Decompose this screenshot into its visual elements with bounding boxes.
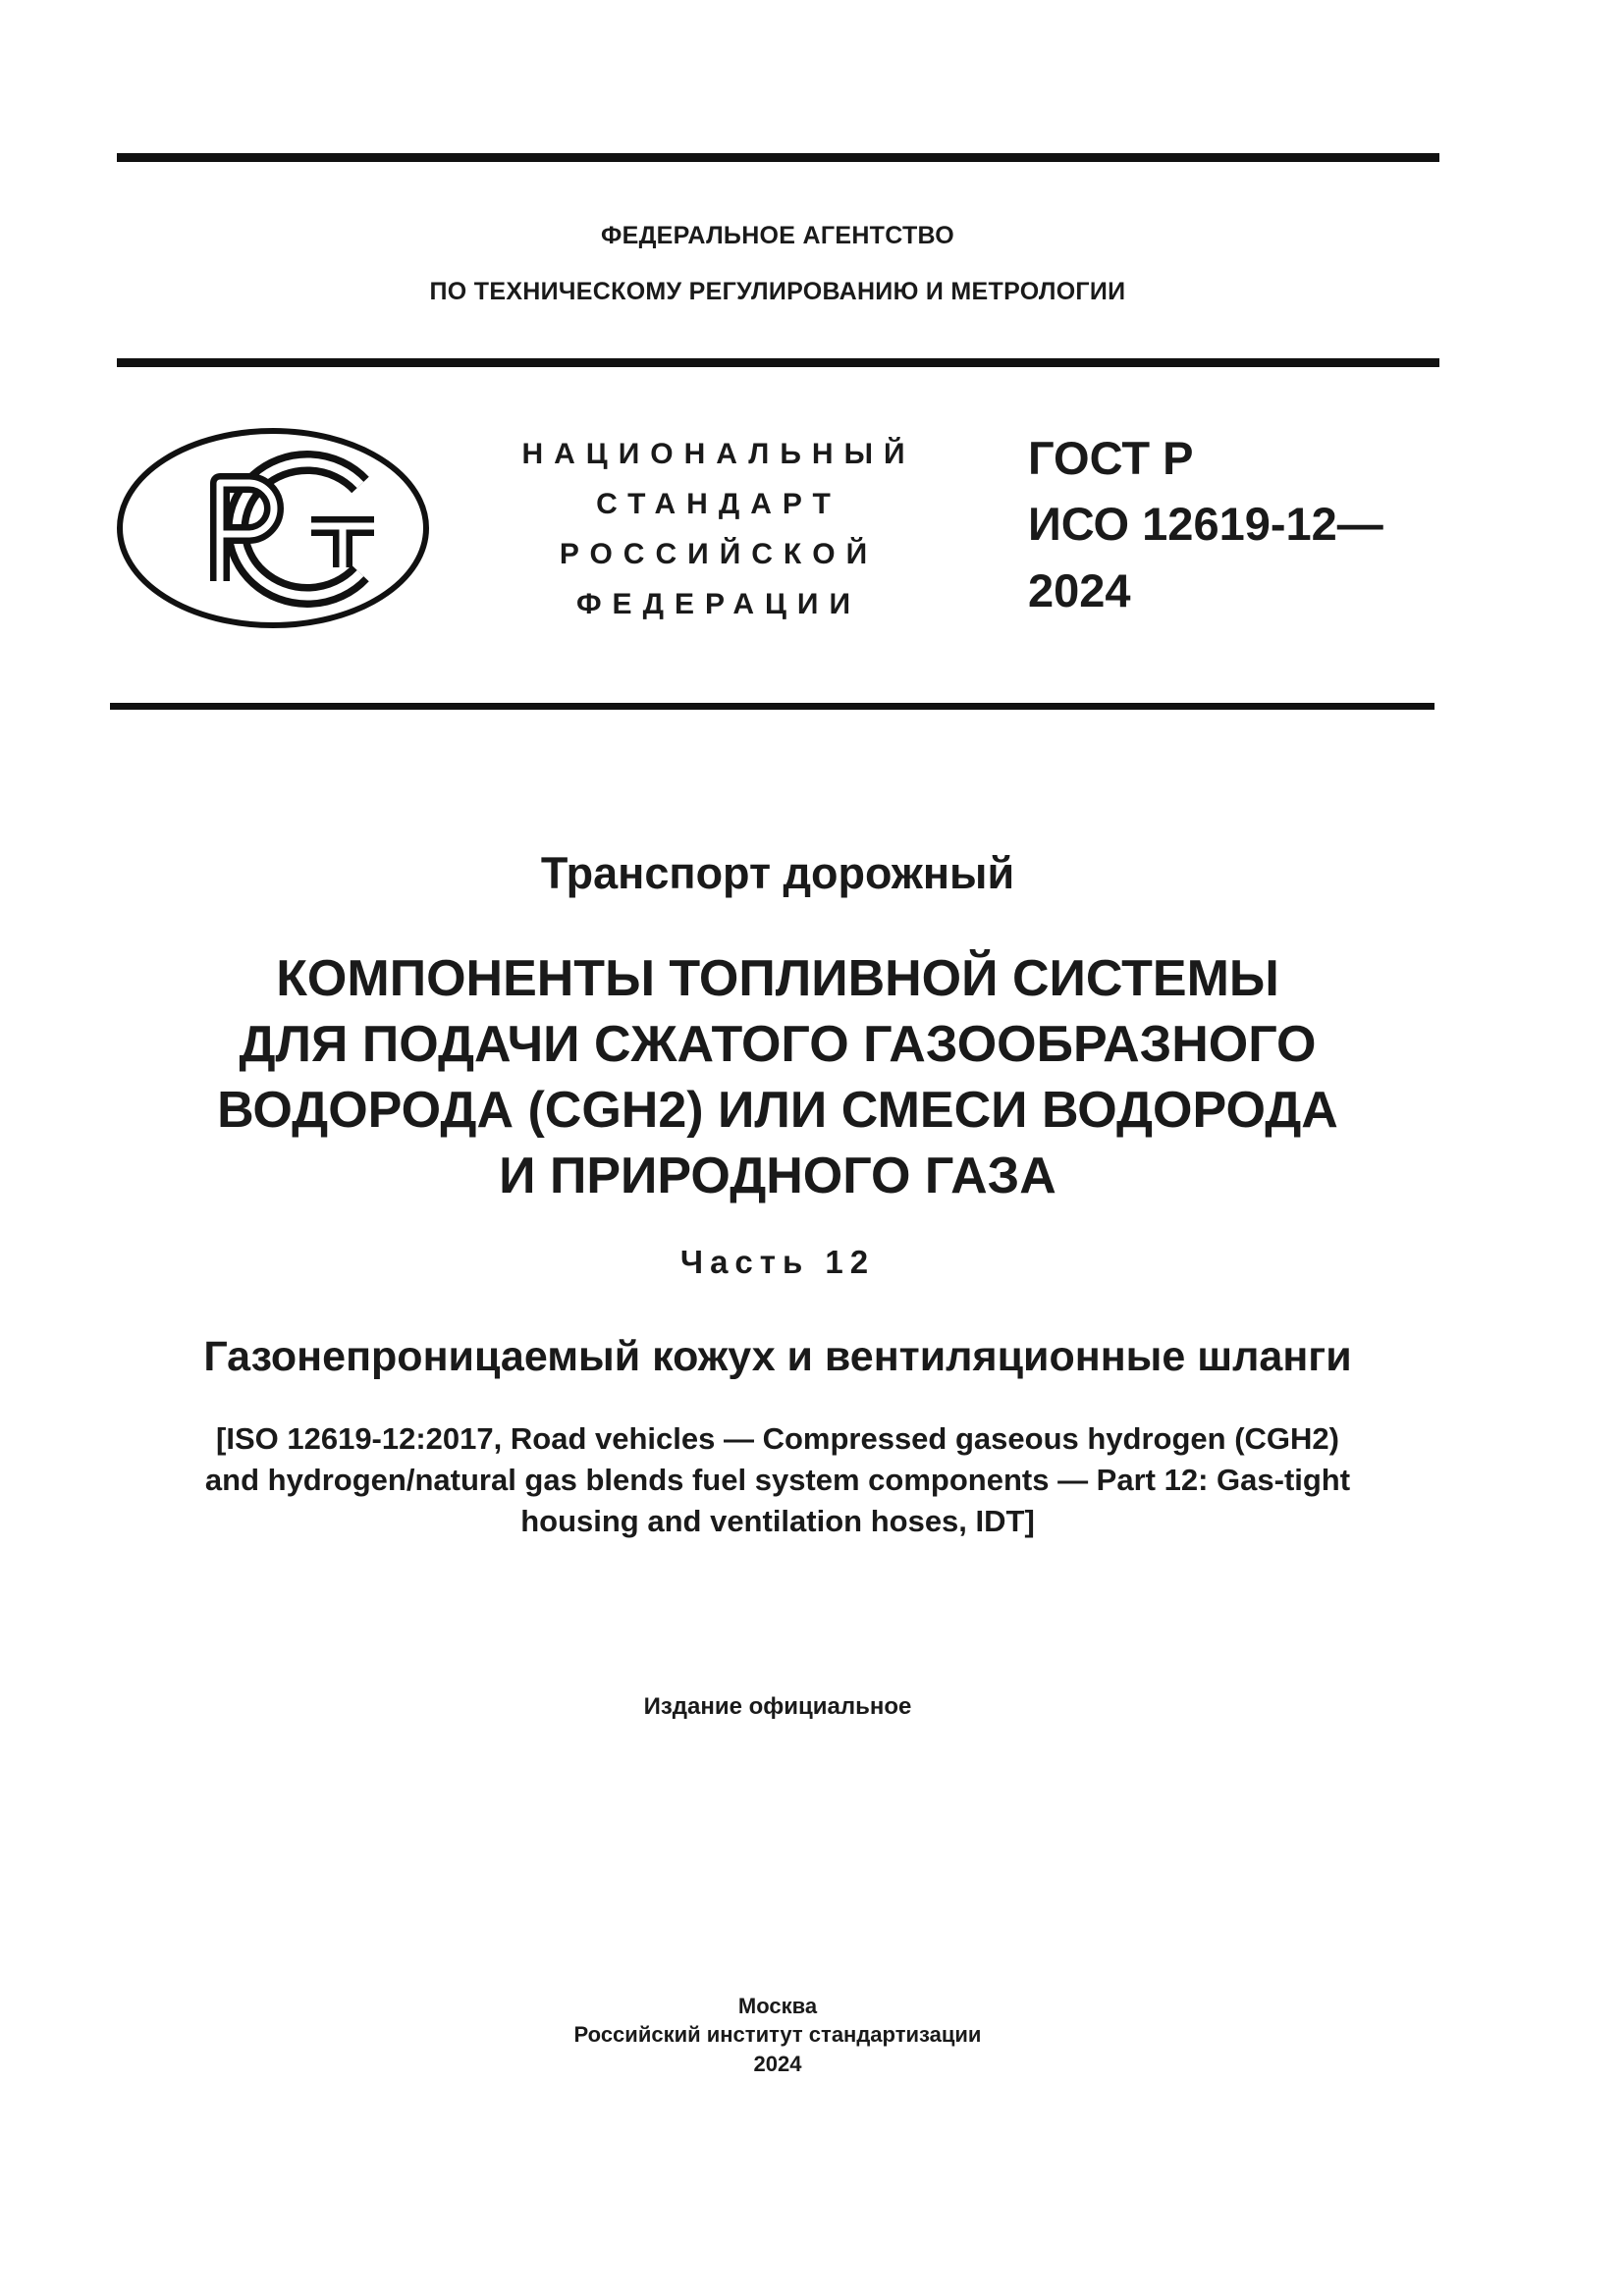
top-rule <box>117 153 1439 162</box>
publisher-institute: Российский институт стандартизации <box>573 2022 982 2047</box>
designation-line1: ГОСТ Р <box>1028 432 1194 484</box>
header-rule <box>117 358 1439 367</box>
designation-year: 2024 <box>1028 564 1131 616</box>
iso-reference-line1: [ISO 12619-12:2017, Road vehicles — Compressed gaseous hydrogen (CGH2) <box>216 1421 1339 1456</box>
edition-note: Издание официальное <box>643 1693 912 1720</box>
publication-year: 2024 <box>753 2052 802 2076</box>
agency-name-line2: ПО ТЕХНИЧЕСКОМУ РЕГУЛИРОВАНИЮ И МЕТРОЛОГИИ <box>429 278 1126 305</box>
iso-reference-line3: housing and ventilation hoses, IDT] <box>520 1504 1035 1538</box>
document-subject: Транспорт дорожный <box>540 848 1015 898</box>
national-standard-line4: ФЕДЕРАЦИИ <box>575 588 862 620</box>
national-standard-line2: СТАНДАРТ <box>596 488 841 520</box>
title-line1: КОМПОНЕНТЫ ТОПЛИВНОЙ СИСТЕМЫ <box>276 950 1279 1007</box>
title-line3: ВОДОРОДА (CGH2) ИЛИ СМЕСИ ВОДОРОДА <box>217 1082 1338 1139</box>
title-line4: И ПРИРОДНОГО ГАЗА <box>499 1148 1056 1204</box>
designation-line2: ИСО 12619-12— <box>1028 498 1383 550</box>
iso-reference-line2: and hydrogen/natural gas blends fuel system components — Part 12: Gas-tight <box>204 1463 1351 1497</box>
agency-name-line1: ФЕДЕРАЛЬНОЕ АГЕНТСТВО <box>600 222 955 249</box>
rst-logo-icon <box>117 428 429 628</box>
part-number: Часть 12 <box>679 1244 876 1280</box>
national-standard-line1: НАЦИОНАЛЬНЫЙ <box>521 438 916 470</box>
national-standard-line3: РОССИЙСКОЙ <box>559 538 879 570</box>
document-subtitle: Газонепроницаемый кожух и вентиляционные шланги <box>203 1333 1352 1380</box>
publisher-city: Москва <box>737 1994 818 2018</box>
section-rule <box>110 703 1435 710</box>
title-line2: ДЛЯ ПОДАЧИ СЖАТОГО ГАЗООБРАЗНОГО <box>239 1016 1317 1073</box>
